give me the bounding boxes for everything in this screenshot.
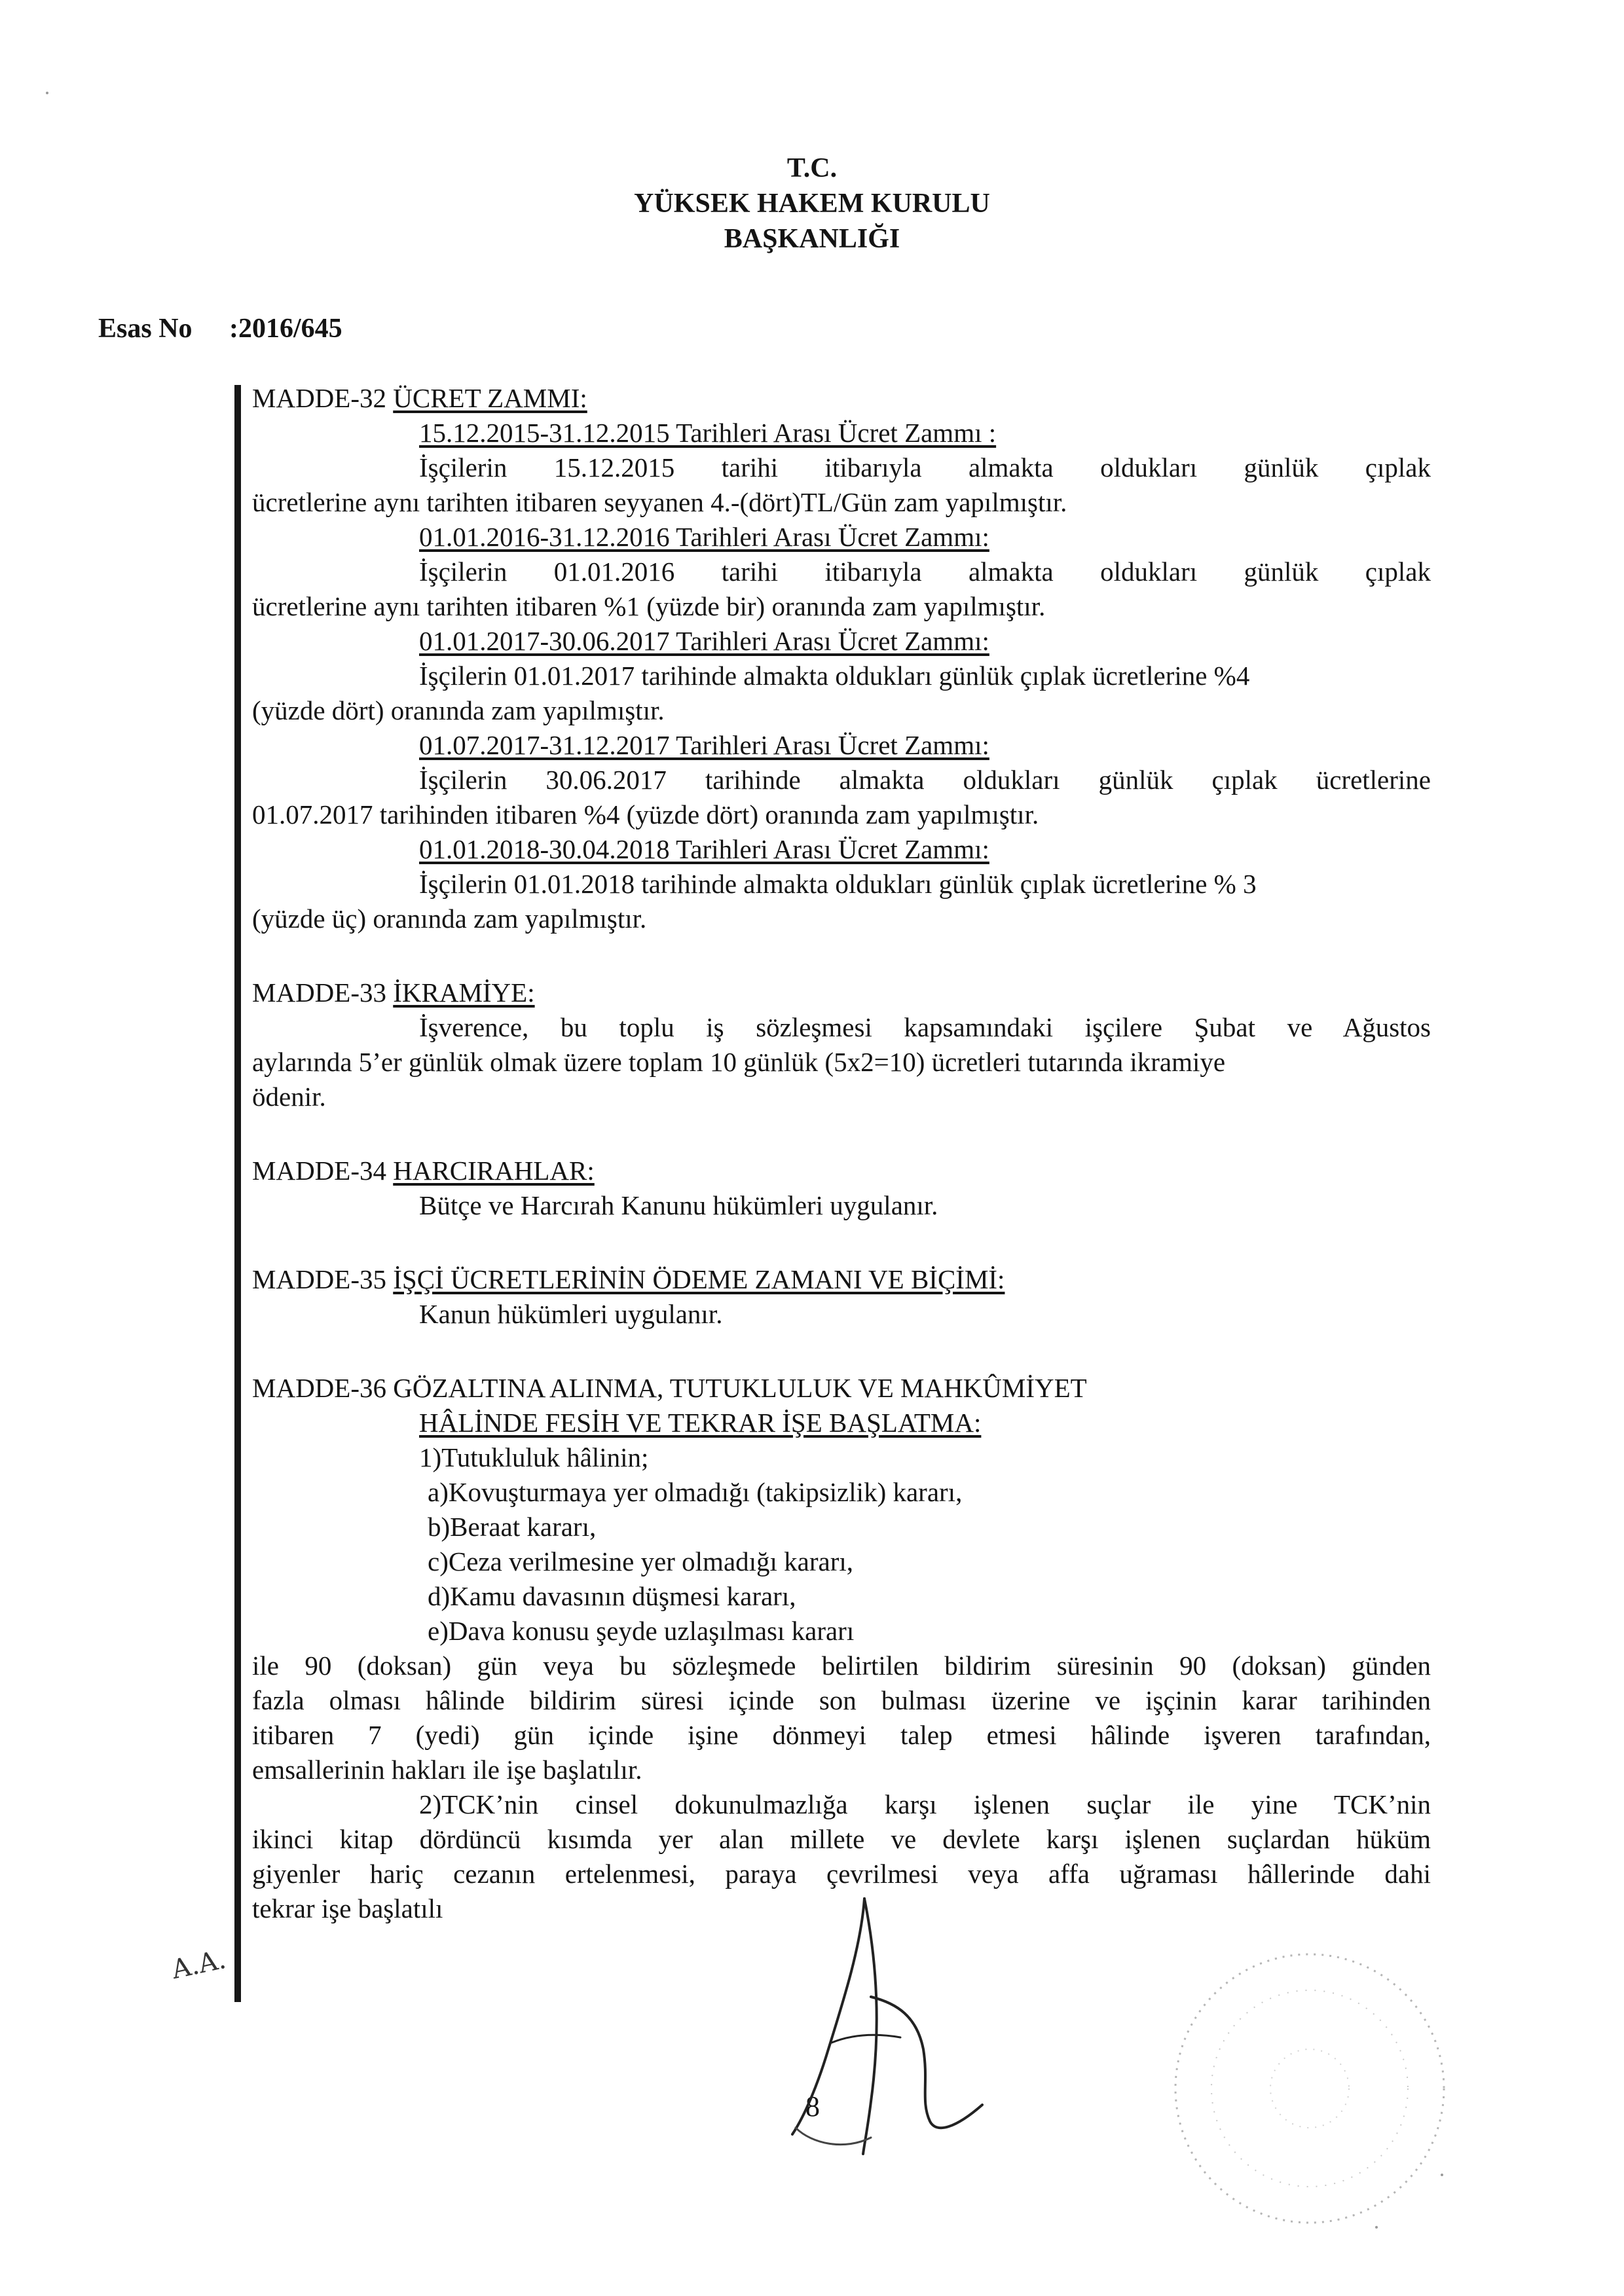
article-33-line-3: ödenir.: [252, 1082, 326, 1112]
header-department: BAŞKANLIĞI: [724, 224, 900, 254]
article-33-number: MADDE-33: [252, 977, 394, 1008]
signature-icon: [766, 1886, 1002, 2160]
article-32-title: ÜCRET ZAMMI:: [393, 383, 587, 413]
period-1-line-1: İşçilerin 15.12.2015 tarihi itibarıyla almakta oldukları günlük çıplak: [419, 452, 1431, 483]
case-number-value: :2016/645: [229, 314, 342, 344]
case-number-label: Esas No: [98, 314, 193, 344]
article-35-title: İŞÇİ ÜCRETLERİNİN ÖDEME ZAMANI VE BİÇİMİ:: [393, 1264, 1005, 1294]
article-34-title: HARCIRAHLAR:: [393, 1156, 595, 1186]
document-header: [0, 151, 1624, 257]
margin-bar: [234, 385, 241, 2002]
article-36-line-2: fazla olması hâlinde bildirim süresi içinde son bulması üzerine ve işçinin karar tarihinden: [252, 1685, 1431, 1715]
period-3-line-2: (yüzde dört) oranında zam yapılmıştır.: [252, 695, 665, 725]
article-36-line-3: itibaren 7 (yedi) gün içinde işine dönmeyi talep etmesi hâlinde işveren tarafından,: [252, 1720, 1431, 1750]
period-1-title: 15.12.2015-31.12.2015 Tarihleri Arası Ücret Zammı :: [419, 418, 997, 448]
article-33-heading: [252, 975, 1431, 1010]
faded-stamp-icon: [1159, 1938, 1460, 2239]
article-36-item-b: b)Beraat kararı,: [428, 1512, 597, 1542]
period-2-line-1: İşçilerin 01.01.2016 tarihi itibarıyla almakta oldukları günlük çıplak: [419, 556, 1431, 587]
article-36-line-1: ile 90 (doksan) gün veya bu sözleşmede belirtilen bildirim süresinin 90 (doksan) günden: [252, 1650, 1431, 1681]
article-35-heading: [252, 1262, 1431, 1297]
article-36-line-7: tekrar işe başlatılı: [252, 1893, 443, 1923]
page-number: 8: [805, 2090, 820, 2123]
article-34-heading: [252, 1154, 1431, 1188]
period-4-line-2: 01.07.2017 tarihinden itibaren %4 (yüzde dört) oranında zam yapılmıştır.: [252, 799, 1039, 829]
article-36-line-6: giyenler hariç cezanın ertelenmesi, paraya çevrilmesi veya affa uğraması hâllerinde dahi: [252, 1859, 1431, 1889]
handwritten-initials: A.A.: [169, 1944, 229, 1986]
header-institution: YÜKSEK HAKEM KURULU: [634, 189, 990, 219]
article-36-item-e: e)Dava konusu şeyde uzlaşılması kararı: [428, 1616, 855, 1646]
scan-speck: [1441, 2174, 1443, 2176]
article-36-line-4: emsallerinin hakları ile işe başlatılır.: [252, 1755, 642, 1785]
period-4-title: 01.07.2017-31.12.2017 Tarihleri Arası Ücret Zammı:: [419, 730, 989, 760]
period-2-title: 01.01.2016-31.12.2016 Tarihleri Arası Ücret Zammı:: [419, 522, 989, 552]
article-32-number: MADDE-32: [252, 383, 394, 413]
article-36-item-d: d)Kamu davasının düşmesi kararı,: [428, 1581, 796, 1611]
article-36-title: HÂLİNDE FESİH VE TEKRAR İŞE BAŞLATMA:: [419, 1408, 982, 1438]
period-4-line-1: İşçilerin 30.06.2017 tarihinde almakta oldukları günlük çıplak ücretlerine: [419, 765, 1431, 795]
article-32-heading: [252, 381, 1431, 416]
period-3-line-1: İşçilerin 01.01.2017 tarihinde almakta oldukları günlük çıplak ücretlerine %4: [419, 661, 1250, 691]
article-36-item-c: c)Ceza verilmesine yer olmadığı kararı,: [428, 1546, 854, 1576]
period-2-line-2: ücretlerine aynı tarihten itibaren %1 (yüzde bir) oranında zam yapılmıştır.: [252, 591, 1046, 621]
scan-speck: [46, 92, 48, 94]
article-35-number: MADDE-35: [252, 1264, 394, 1294]
period-3-title: 01.01.2017-30.06.2017 Tarihleri Arası Ücret Zammı:: [419, 626, 989, 656]
article-36-item-1: 1)Tutukluluk hâlinin;: [419, 1442, 649, 1472]
article-34-line-1: Bütçe ve Harcırah Kanunu hükümleri uygulanır.: [419, 1190, 938, 1220]
scan-speck: [1375, 2226, 1378, 2229]
article-36-item-a: a)Kovuşturmaya yer olmadığı (takipsizlik) kararı,: [428, 1477, 963, 1507]
article-33-title: İKRAMİYE:: [393, 977, 535, 1008]
article-33-line-2: aylarında 5’er günlük olmak üzere toplam 10 günlük (5x2=10) ücretleri tutarında ikramiye: [252, 1047, 1226, 1077]
case-number: [98, 313, 342, 344]
article-33-line-1: İşverence, bu toplu iş sözleşmesi kapsamındaki işçilere Şubat ve Ağustos: [419, 1012, 1431, 1042]
period-1-line-2: ücretlerine aynı tarihten itibaren seyyanen 4.-(dört)TL/Gün zam yapılmıştır.: [252, 487, 1067, 517]
header-tc: T.C.: [786, 153, 838, 183]
article-36-item-2: 2)TCK’nin cinsel dokunulmazlığa karşı işlenen suçlar ile yine TCK’nin: [419, 1789, 1431, 1819]
article-36-line-5: ikinci kitap dördüncü kısımda yer alan millete ve devlete karşı işlenen suçlardan hüküm: [252, 1824, 1431, 1854]
article-36-heading: MADDE-36 GÖZALTINA ALINMA, TUTUKLULUK VE MAHKÛMİYET: [252, 1373, 1087, 1403]
period-5-line-1: İşçilerin 01.01.2018 tarihinde almakta oldukları günlük çıplak ücretlerine % 3: [419, 869, 1257, 899]
article-35-line-1: Kanun hükümleri uygulanır.: [419, 1299, 723, 1329]
period-5-line-2: (yüzde üç) oranında zam yapılmıştır.: [252, 903, 647, 934]
article-34-number: MADDE-34: [252, 1156, 394, 1186]
document-body: [252, 381, 1431, 1926]
period-5-title: 01.01.2018-30.04.2018 Tarihleri Arası Ücret Zammı:: [419, 834, 989, 864]
